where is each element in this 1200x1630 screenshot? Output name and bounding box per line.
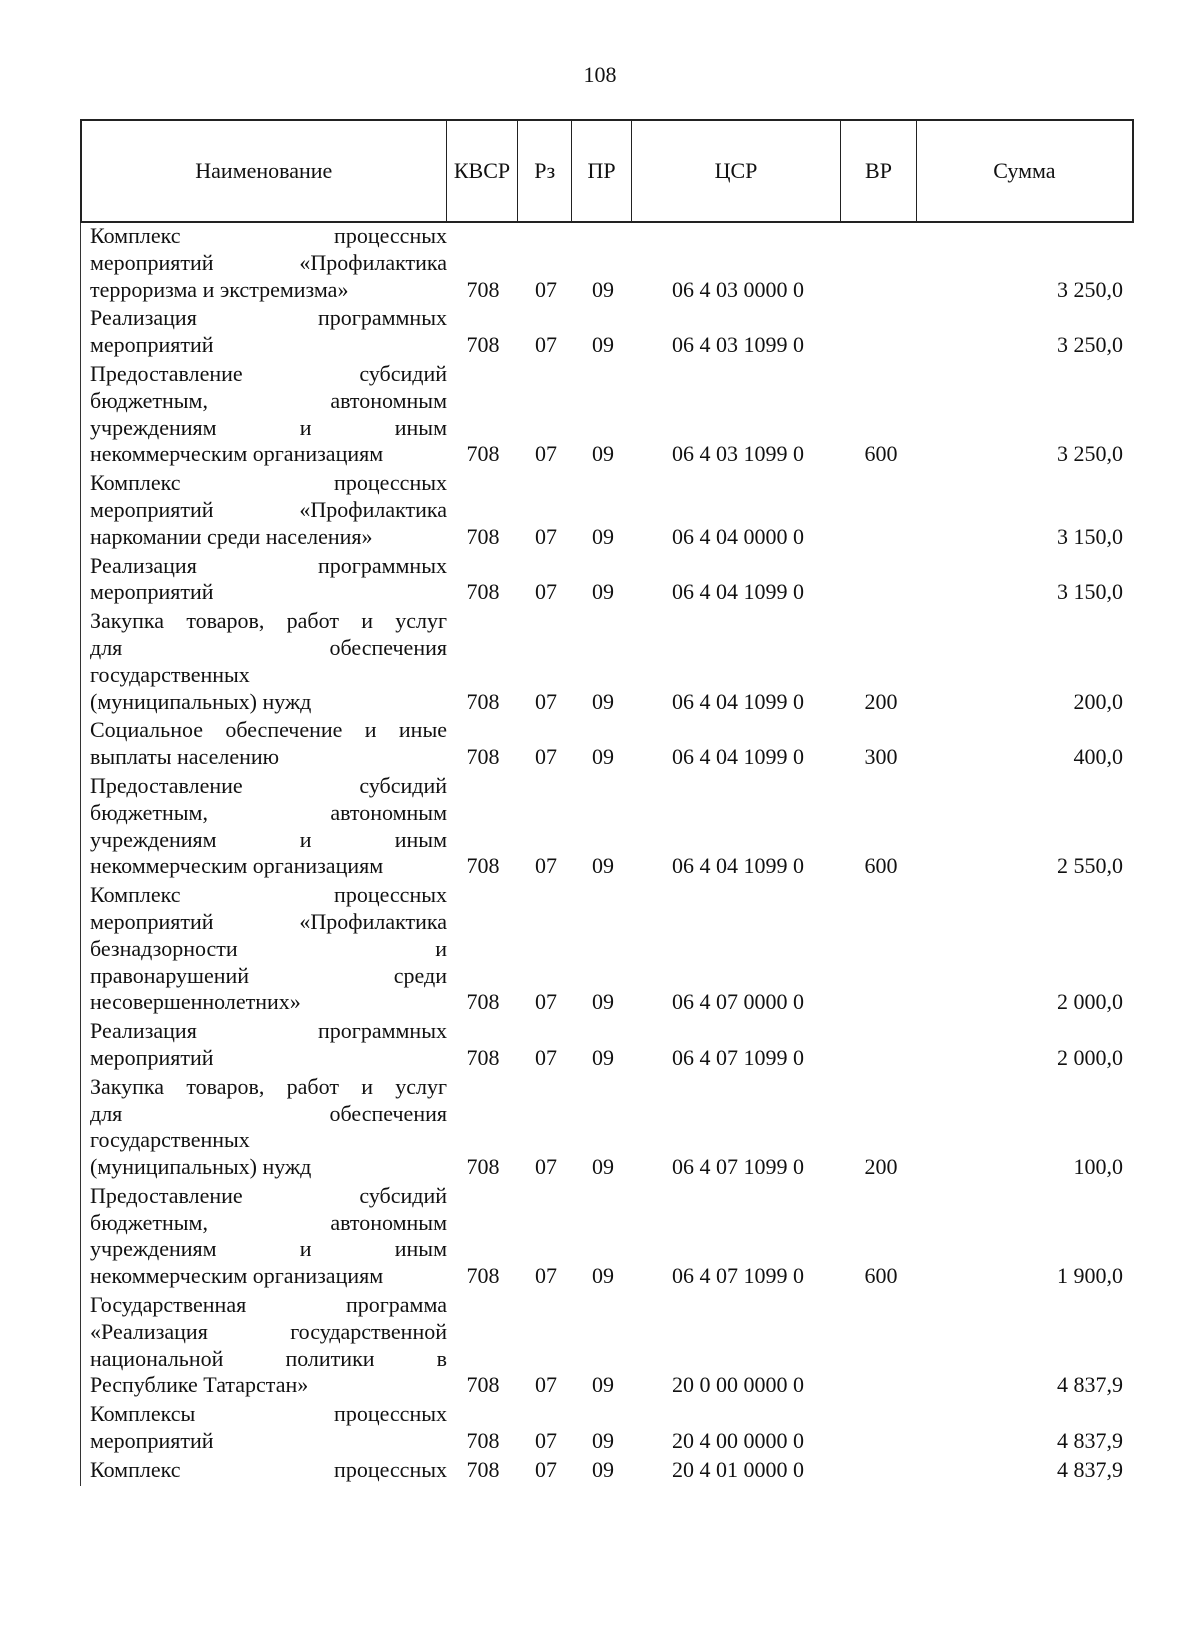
row-name (81, 1183, 447, 1290)
page-number: 108 (583, 62, 617, 87)
row-kvsr: 708 (466, 523, 500, 549)
row-name-line: (муниципальных) нужд (90, 688, 312, 714)
table-header (80, 119, 1134, 223)
row-csr: 06 4 03 1099 0 (672, 441, 804, 467)
row-name (81, 717, 447, 771)
header-kvsr: КВСР (447, 121, 519, 221)
row-vr: 200 (864, 1154, 898, 1180)
row-sum: 2 000,0 (1057, 1044, 1123, 1070)
row-name-line: государственных (90, 661, 250, 687)
row-name-line: мероприятий «Профилактика (90, 249, 447, 275)
row-kvsr: 708 (466, 688, 500, 714)
row-name (81, 305, 447, 359)
row-csr: 06 4 07 1099 0 (672, 1263, 804, 1289)
row-name-line: для обеспечения (90, 1100, 447, 1126)
table-row (81, 470, 1134, 552)
row-name-line: государственных (90, 1127, 250, 1153)
table-row (81, 608, 1134, 717)
row-name-line: некоммерческим организациям (90, 1263, 384, 1289)
row-name (81, 1074, 447, 1181)
row-name-line: Закупка товаров, работ и услуг (90, 1073, 447, 1099)
row-rz: 07 (535, 332, 557, 358)
row-vr: 600 (864, 441, 898, 467)
row-pr: 09 (592, 523, 614, 549)
row-rz: 07 (535, 989, 557, 1015)
header-csr: ЦСР (632, 121, 841, 221)
row-name-line: мероприятий (90, 332, 214, 358)
row-csr: 06 4 04 0000 0 (672, 523, 804, 549)
row-name-line: несовершеннолетних» (90, 989, 301, 1015)
row-kvsr: 708 (466, 579, 500, 605)
row-kvsr: 708 (466, 332, 500, 358)
table-row (81, 1183, 1134, 1292)
row-rz: 07 (535, 523, 557, 549)
row-name-line: «Реализация государственной (90, 1318, 447, 1344)
row-pr: 09 (592, 276, 614, 302)
row-name-line: наркомании среди населения» (90, 523, 373, 549)
row-name-line: правонарушений среди (90, 962, 447, 988)
row-csr: 06 4 07 0000 0 (672, 989, 804, 1015)
row-pr: 09 (592, 1154, 614, 1180)
table-row (81, 1401, 1134, 1457)
row-kvsr: 708 (466, 1428, 500, 1454)
row-name (81, 1292, 447, 1399)
row-name-line: мероприятий (90, 579, 214, 605)
row-name-line: выплаты населению (90, 744, 280, 770)
row-name-line: некоммерческим организациям (90, 853, 384, 879)
row-rz: 07 (535, 276, 557, 302)
table-row (81, 773, 1134, 882)
row-name (81, 223, 447, 303)
table-row (81, 717, 1134, 773)
row-name-line: Республике Татарстан» (90, 1372, 309, 1398)
row-name-line: Комплекс процессных (90, 470, 447, 496)
table-row (81, 1457, 1134, 1486)
row-csr: 06 4 04 1099 0 (672, 579, 804, 605)
row-name-line: Государственная программа (90, 1292, 447, 1318)
row-csr: 20 0 00 0000 0 (672, 1372, 804, 1398)
row-csr: 06 4 04 1099 0 (672, 853, 804, 879)
table-body (80, 223, 1134, 1486)
row-name-line: безнадзорности и (90, 935, 447, 961)
row-name (81, 361, 447, 468)
row-name-line: учреждениям и иным (90, 1236, 447, 1262)
row-sum: 3 250,0 (1057, 276, 1123, 302)
row-csr: 20 4 01 0000 0 (672, 1456, 804, 1482)
header-pr: ПР (572, 121, 632, 221)
header-vr: ВР (841, 121, 917, 221)
row-name (81, 1457, 447, 1484)
row-name-line: мероприятий (90, 1044, 214, 1070)
row-vr: 600 (864, 1263, 898, 1289)
row-name-line: терроризма и экстремизма» (90, 276, 349, 302)
row-rz: 07 (535, 853, 557, 879)
row-sum: 4 837,9 (1057, 1372, 1123, 1398)
row-sum: 3 150,0 (1057, 579, 1123, 605)
row-csr: 06 4 07 1099 0 (672, 1044, 804, 1070)
table-row (81, 1292, 1134, 1401)
row-pr: 09 (592, 1044, 614, 1070)
row-csr: 06 4 03 0000 0 (672, 276, 804, 302)
row-vr: 200 (864, 688, 898, 714)
row-name-line: Комплексы процессных (90, 1401, 447, 1427)
row-name (81, 470, 447, 550)
table-row (81, 1018, 1134, 1074)
row-pr: 09 (592, 1263, 614, 1289)
row-kvsr: 708 (466, 1372, 500, 1398)
row-sum: 4 837,9 (1057, 1456, 1123, 1482)
row-name (81, 882, 447, 1016)
row-name-line: Комплекс процессных (90, 1456, 447, 1482)
row-csr: 06 4 04 1099 0 (672, 688, 804, 714)
row-rz: 07 (535, 1456, 557, 1482)
row-name-line: мероприятий (90, 1428, 214, 1454)
row-sum: 200,0 (1073, 688, 1123, 714)
row-pr: 09 (592, 744, 614, 770)
table-row (81, 361, 1134, 470)
row-name-line: Предоставление субсидий (90, 772, 447, 798)
row-kvsr: 708 (466, 1263, 500, 1289)
row-name-line: Предоставление субсидий (90, 360, 447, 386)
row-sum: 3 250,0 (1057, 332, 1123, 358)
row-kvsr: 708 (466, 441, 500, 467)
row-pr: 09 (592, 688, 614, 714)
row-name-line: национальной политики в (90, 1345, 447, 1371)
row-kvsr: 708 (466, 989, 500, 1015)
table-row (81, 305, 1134, 361)
row-name (81, 553, 447, 607)
header-sum: Сумма (993, 158, 1056, 183)
row-name-line: бюджетным, автономным (90, 799, 447, 825)
row-kvsr: 708 (466, 276, 500, 302)
row-name-line: Реализация программных (90, 305, 447, 331)
row-name-line: (муниципальных) нужд (90, 1154, 312, 1180)
row-name-line: Комплекс процессных (90, 223, 447, 248)
table-row (81, 1074, 1134, 1183)
header-name: Наименование (82, 121, 447, 221)
row-name-line: Закупка товаров, работ и услуг (90, 608, 447, 634)
row-name-line: некоммерческим организациям (90, 441, 384, 467)
row-csr: 06 4 07 1099 0 (672, 1154, 804, 1180)
row-name-line: Комплекс процессных (90, 882, 447, 908)
row-sum: 100,0 (1073, 1154, 1123, 1180)
row-rz: 07 (535, 579, 557, 605)
row-csr: 06 4 03 1099 0 (672, 332, 804, 358)
row-pr: 09 (592, 579, 614, 605)
row-rz: 07 (535, 1263, 557, 1289)
row-kvsr: 708 (466, 1044, 500, 1070)
row-name-line: для обеспечения (90, 634, 447, 660)
row-sum: 2 550,0 (1057, 853, 1123, 879)
row-kvsr: 708 (466, 853, 500, 879)
row-rz: 07 (535, 744, 557, 770)
row-name-line: бюджетным, автономным (90, 387, 447, 413)
row-pr: 09 (592, 332, 614, 358)
header-rz: Рз (518, 121, 572, 221)
row-name-line: Предоставление субсидий (90, 1182, 447, 1208)
row-pr: 09 (592, 1428, 614, 1454)
row-pr: 09 (592, 1456, 614, 1482)
row-sum: 3 150,0 (1057, 523, 1123, 549)
table-row (81, 882, 1134, 1018)
row-rz: 07 (535, 1428, 557, 1454)
row-sum: 1 900,0 (1057, 1263, 1123, 1289)
row-kvsr: 708 (466, 744, 500, 770)
row-sum: 4 837,9 (1057, 1428, 1123, 1454)
row-vr: 600 (864, 853, 898, 879)
row-name (81, 1401, 447, 1455)
row-name-line: мероприятий «Профилактика (90, 496, 447, 522)
row-pr: 09 (592, 989, 614, 1015)
row-kvsr: 708 (466, 1456, 500, 1482)
row-name-line: Социальное обеспечение и иные (90, 717, 447, 743)
row-rz: 07 (535, 1372, 557, 1398)
row-name (81, 773, 447, 880)
row-csr: 20 4 00 0000 0 (672, 1428, 804, 1454)
table-row (81, 553, 1134, 609)
row-rz: 07 (535, 1154, 557, 1180)
row-pr: 09 (592, 1372, 614, 1398)
row-pr: 09 (592, 441, 614, 467)
row-kvsr: 708 (466, 1154, 500, 1180)
row-name-line: бюджетным, автономным (90, 1209, 447, 1235)
row-rz: 07 (535, 441, 557, 467)
row-name-line: учреждениям и иным (90, 414, 447, 440)
row-name-line: мероприятий «Профилактика (90, 908, 447, 934)
row-rz: 07 (535, 1044, 557, 1070)
row-vr: 300 (864, 744, 898, 770)
row-name (81, 1018, 447, 1072)
row-rz: 07 (535, 688, 557, 714)
row-name-line: Реализация программных (90, 1018, 447, 1044)
row-name (81, 608, 447, 715)
row-name-line: учреждениям и иным (90, 826, 447, 852)
table-row (81, 223, 1134, 305)
row-pr: 09 (592, 853, 614, 879)
row-name-line: Реализация программных (90, 552, 447, 578)
row-sum: 2 000,0 (1057, 989, 1123, 1015)
row-csr: 06 4 04 1099 0 (672, 744, 804, 770)
row-sum: 400,0 (1073, 744, 1123, 770)
row-sum: 3 250,0 (1057, 441, 1123, 467)
